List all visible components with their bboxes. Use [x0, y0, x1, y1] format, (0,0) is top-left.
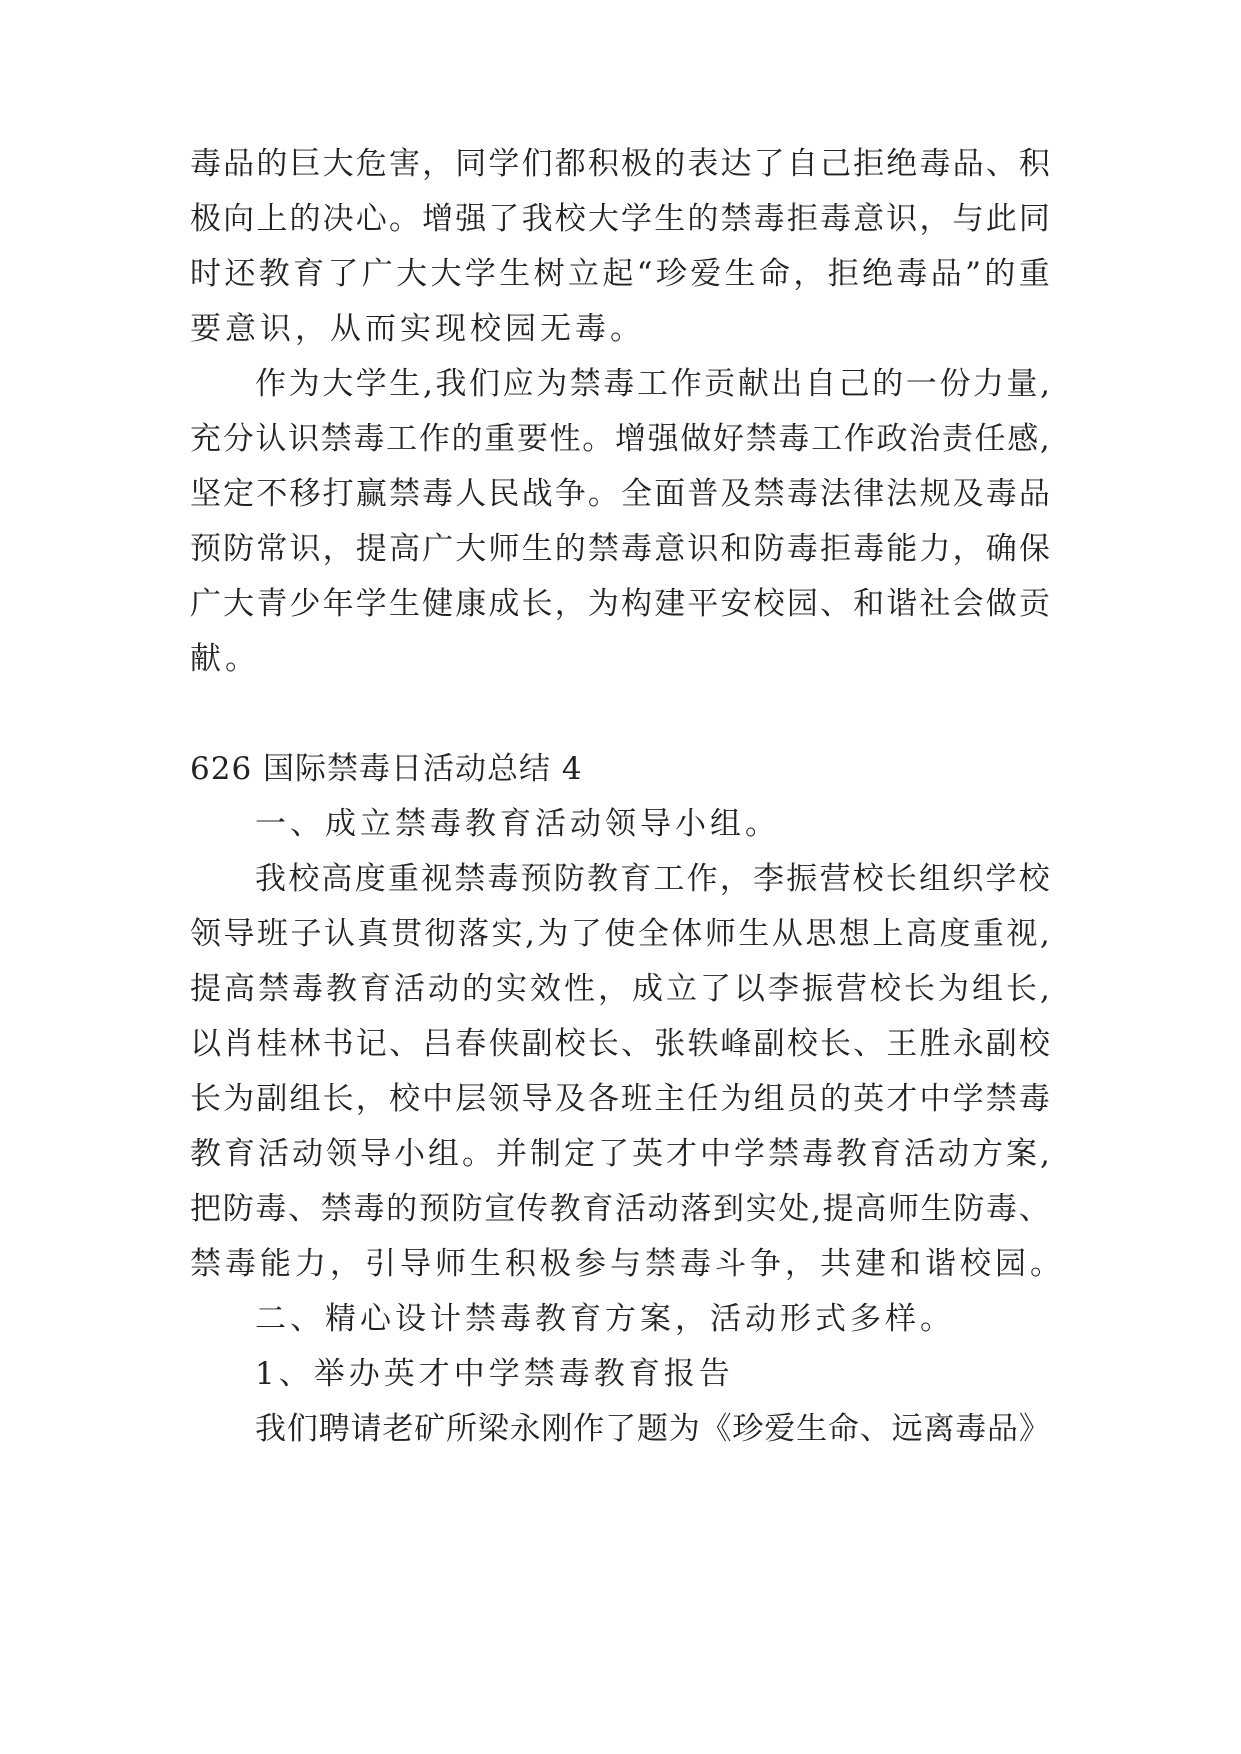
body-text-line: 广 大 青 少 年 学 生 健 康 成 长 ， 为 构 建 平 安 校 园 、 和 谐 社 会 做 贡: [190, 586, 1050, 622]
body-text-line: 禁毒能力，引导师生积极参与禁毒斗争，共建和谐校园。: [190, 1246, 1065, 1282]
body-text-line: 预 防 常 识 ， 提 高 广 大 师 生 的 禁 毒 意 识 和 防 毒 拒 毒 能 力 ， 确 保: [190, 531, 1050, 567]
body-text-line: 坚 定 不 移 打 赢 禁 毒 人 民 战 争 。 全 面 普 及 禁 毒 法 律 法 规 及 毒 品: [190, 476, 1050, 512]
body-text-line: 我 们 聘 请 老 矿 所 梁 永 刚 作 了 题 为 《 珍 爱 生 命 、 远 离 毒 品 》: [255, 1411, 1050, 1447]
body-text-line: 毒 品 的 巨 大 危 害 ， 同 学 们 都 积 极 的 表 达 了 自 己 拒 绝 毒 品 、 积: [190, 146, 1050, 182]
body-text-line: 充 分 认 识 禁 毒 工 作 的 重 要 性 。 增 强 做 好 禁 毒 工 作 政 治 责 任 感 ,: [190, 421, 1050, 457]
body-text-line: 作 为 大 学 生 , 我 们 应 为 禁 毒 工 作 贡 献 出 自 己 的 一 份 力 量 ,: [255, 366, 1050, 402]
body-text-line: 教 育 活 动 领 导 小 组 。 并 制 定 了 英 才 中 学 禁 毒 教 育 活 动 方 案 ,: [190, 1136, 1050, 1172]
body-text-line: 极 向 上 的 决 心 。 增 强 了 我 校 大 学 生 的 禁 毒 拒 毒 意 识 ， 与 此 同: [190, 201, 1050, 237]
section-heading: 626 国际禁毒日活动总结 4: [190, 751, 583, 787]
body-text-line: 把 防 毒 、 禁 毒 的 预 防 宣 传 教 育 活 动 落 到 实 处 , 提 高 师 生 防 毒 、: [190, 1191, 1050, 1227]
subheading-line: 二、精心设计禁毒教育方案，活动形式多样。: [255, 1301, 955, 1337]
body-text-line: 要意识，从而实现校园无毒。: [190, 311, 645, 347]
body-text-line: 长 为 副 组 长 ， 校 中 层 领 导 及 各 班 主 任 为 组 员 的 英 才 中 学 禁 毒: [190, 1081, 1050, 1117]
body-text-line: 领 导 班 子 认 真 贯 彻 落 实 , 为 了 使 全 体 师 生 从 思 想 上 高 度 重 视 ,: [190, 916, 1050, 952]
body-text-line: 献。: [190, 641, 260, 677]
body-text-line: 我 校 高 度 重 视 禁 毒 预 防 教 育 工 作 ， 李 振 营 校 长 组 织 学 校: [255, 861, 1050, 897]
body-text-line: 提 高 禁 毒 教 育 活 动 的 实 效 性 ， 成 立 了 以 李 振 营 校 长 为 组 长 ,: [190, 971, 1050, 1007]
body-text-line: 时 还 教 育 了 广 大 大 学 生 树 立 起 “ 珍 爱 生 命 ， 拒 绝 毒 品 ” 的 重: [190, 256, 1050, 292]
subheading-line: 一、成立禁毒教育活动领导小组。: [255, 806, 780, 842]
subheading-line: 1、举办英才中学禁毒教育报告: [255, 1356, 734, 1392]
body-text-line: 以 肖 桂 林 书 记 、 吕 春 侠 副 校 长 、 张 轶 峰 副 校 长 、 王 胜 永 副 校: [190, 1026, 1050, 1062]
